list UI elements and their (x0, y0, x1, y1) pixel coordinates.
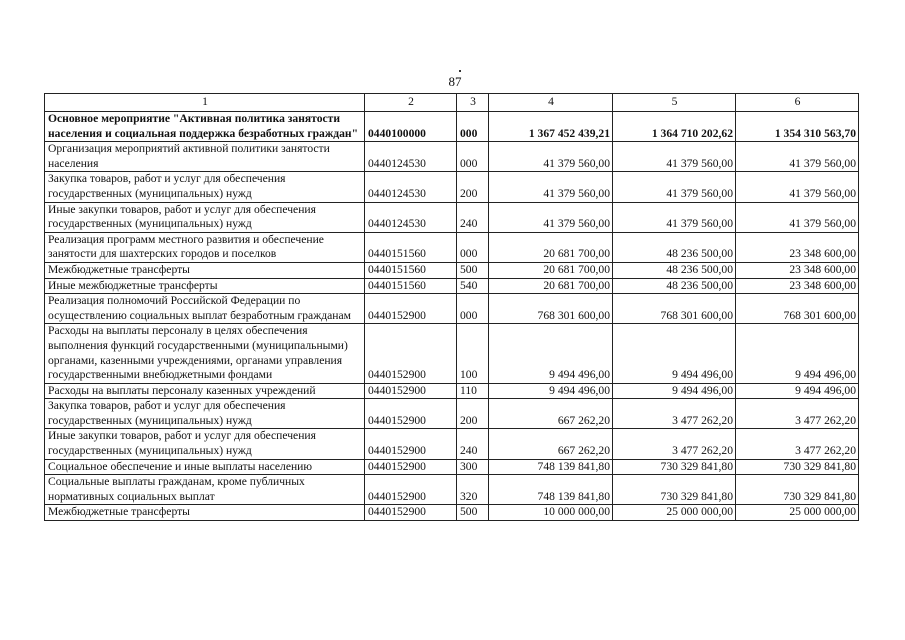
amount-cell-col5: 9 494 496,00 (613, 324, 736, 383)
table-row (45, 475, 859, 505)
table-row (45, 399, 859, 429)
item-name-cell: Межбюджетные трансферты (45, 505, 365, 521)
column-header: 3 (457, 94, 489, 112)
amount-cell-col5: 730 329 841,80 (613, 475, 736, 505)
amount-cell-col4: 667 262,20 (489, 399, 613, 429)
item-name-cell: Реализация программ местного развития и обеспечение занятости для шахтерских городов и поселков (45, 232, 365, 262)
amount-cell-col4: 748 139 841,80 (489, 459, 613, 475)
target-code-cell: 0440151560 (365, 278, 457, 294)
budget-table (44, 93, 859, 521)
amount-cell-col4: 10 000 000,00 (489, 505, 613, 521)
item-name-cell: Основное мероприятие "Активная политика занятости населения и социальная поддержка безработных граждан" (45, 112, 365, 142)
amount-cell-col4: 41 379 560,00 (489, 172, 613, 202)
item-name-cell: Организация мероприятий активной политики занятости населения (45, 142, 365, 172)
amount-cell-col6: 730 329 841,80 (736, 475, 859, 505)
amount-cell-col6: 23 348 600,00 (736, 262, 859, 278)
amount-cell-col6: 9 494 496,00 (736, 324, 859, 383)
amount-cell-col5: 9 494 496,00 (613, 383, 736, 399)
target-code-cell: 0440152900 (365, 475, 457, 505)
table-row (45, 232, 859, 262)
amount-cell-col5: 41 379 560,00 (613, 202, 736, 232)
amount-cell-col6: 41 379 560,00 (736, 202, 859, 232)
amount-cell-col6: 23 348 600,00 (736, 232, 859, 262)
expense-type-cell: 000 (457, 112, 489, 142)
target-code-cell: 0440152900 (365, 324, 457, 383)
amount-cell-col4: 768 301 600,00 (489, 294, 613, 324)
amount-cell-col4: 1 367 452 439,21 (489, 112, 613, 142)
expense-type-cell: 500 (457, 262, 489, 278)
amount-cell-col4: 667 262,20 (489, 429, 613, 459)
expense-type-cell: 320 (457, 475, 489, 505)
table-row (45, 294, 859, 324)
table-row (45, 383, 859, 399)
amount-cell-col4: 20 681 700,00 (489, 278, 613, 294)
amount-cell-col4: 20 681 700,00 (489, 232, 613, 262)
amount-cell-col6: 730 329 841,80 (736, 459, 859, 475)
amount-cell-col4: 9 494 496,00 (489, 324, 613, 383)
expense-type-cell: 110 (457, 383, 489, 399)
item-name-cell: Межбюджетные трансферты (45, 262, 365, 278)
amount-cell-col5: 41 379 560,00 (613, 172, 736, 202)
target-code-cell: 0440124530 (365, 142, 457, 172)
target-code-cell: 0440152900 (365, 399, 457, 429)
table-row (45, 324, 859, 383)
amount-cell-col5: 730 329 841,80 (613, 459, 736, 475)
amount-cell-col6: 9 494 496,00 (736, 383, 859, 399)
amount-cell-col6: 1 354 310 563,70 (736, 112, 859, 142)
table-row (45, 112, 859, 142)
amount-cell-col5: 48 236 500,00 (613, 262, 736, 278)
item-name-cell: Закупка товаров, работ и услуг для обеспечения государственных (муниципальных) нужд (45, 172, 365, 202)
amount-cell-col5: 48 236 500,00 (613, 232, 736, 262)
page-number: 87 (448, 74, 462, 89)
amount-cell-col6: 23 348 600,00 (736, 278, 859, 294)
expense-type-cell: 500 (457, 505, 489, 521)
item-name-cell: Иные межбюджетные трансферты (45, 278, 365, 294)
expense-type-cell: 200 (457, 172, 489, 202)
amount-cell-col6: 25 000 000,00 (736, 505, 859, 521)
target-code-cell: 0440124530 (365, 202, 457, 232)
amount-cell-col4: 748 139 841,80 (489, 475, 613, 505)
item-name-cell: Реализация полномочий Российской Федерации по осуществлению социальных выплат безработным гражданам (45, 294, 365, 324)
amount-cell-col5: 25 000 000,00 (613, 505, 736, 521)
column-header: 1 (45, 94, 365, 112)
item-name-cell: Иные закупки товаров, работ и услуг для обеспечения государственных (муниципальных) нужд (45, 429, 365, 459)
column-header: 6 (736, 94, 859, 112)
amount-cell-col6: 41 379 560,00 (736, 172, 859, 202)
table-row (45, 262, 859, 278)
amount-cell-col5: 41 379 560,00 (613, 142, 736, 172)
table-row (45, 429, 859, 459)
expense-type-cell: 000 (457, 294, 489, 324)
amount-cell-col6: 768 301 600,00 (736, 294, 859, 324)
target-code-cell: 0440100000 (365, 112, 457, 142)
column-header: 4 (489, 94, 613, 112)
target-code-cell: 0440152900 (365, 383, 457, 399)
target-code-cell: 0440152900 (365, 429, 457, 459)
amount-cell-col5: 3 477 262,20 (613, 429, 736, 459)
table-row (45, 142, 859, 172)
amount-cell-col6: 3 477 262,20 (736, 399, 859, 429)
table-row (45, 505, 859, 521)
target-code-cell: 0440152900 (365, 459, 457, 475)
table-row (45, 202, 859, 232)
amount-cell-col5: 48 236 500,00 (613, 278, 736, 294)
item-name-cell: Социальное обеспечение и иные выплаты населению (45, 459, 365, 475)
expense-type-cell: 540 (457, 278, 489, 294)
item-name-cell: Расходы на выплаты персоналу казенных учреждений (45, 383, 365, 399)
target-code-cell: 0440151560 (365, 232, 457, 262)
expense-type-cell: 200 (457, 399, 489, 429)
expense-type-cell: 240 (457, 202, 489, 232)
amount-cell-col4: 41 379 560,00 (489, 142, 613, 172)
target-code-cell: 0440151560 (365, 262, 457, 278)
expense-type-cell: 000 (457, 142, 489, 172)
column-header: 2 (365, 94, 457, 112)
expense-type-cell: 300 (457, 459, 489, 475)
table-row (45, 172, 859, 202)
target-code-cell: 0440152900 (365, 294, 457, 324)
expense-type-cell: 100 (457, 324, 489, 383)
amount-cell-col5: 1 364 710 202,62 (613, 112, 736, 142)
scan-speck (459, 70, 461, 72)
expense-type-cell: 240 (457, 429, 489, 459)
amount-cell-col6: 41 379 560,00 (736, 142, 859, 172)
item-name-cell: Социальные выплаты гражданам, кроме публичных нормативных социальных выплат (45, 475, 365, 505)
target-code-cell: 0440152900 (365, 505, 457, 521)
table-row (45, 278, 859, 294)
amount-cell-col6: 3 477 262,20 (736, 429, 859, 459)
amount-cell-col4: 41 379 560,00 (489, 202, 613, 232)
item-name-cell: Расходы на выплаты персоналу в целях обеспечения выполнения функций государственными (муниципальными) органами, казенными учреждениями, органами управления государственными внебюджетными фондами (45, 324, 365, 383)
table-row (45, 459, 859, 475)
expense-type-cell: 000 (457, 232, 489, 262)
column-header: 5 (613, 94, 736, 112)
target-code-cell: 0440124530 (365, 172, 457, 202)
amount-cell-col4: 9 494 496,00 (489, 383, 613, 399)
budget-table-body (45, 112, 859, 521)
amount-cell-col5: 3 477 262,20 (613, 399, 736, 429)
column-number-row (45, 94, 859, 112)
item-name-cell: Иные закупки товаров, работ и услуг для обеспечения государственных (муниципальных) нужд (45, 202, 365, 232)
item-name-cell: Закупка товаров, работ и услуг для обеспечения государственных (муниципальных) нужд (45, 399, 365, 429)
amount-cell-col4: 20 681 700,00 (489, 262, 613, 278)
amount-cell-col5: 768 301 600,00 (613, 294, 736, 324)
